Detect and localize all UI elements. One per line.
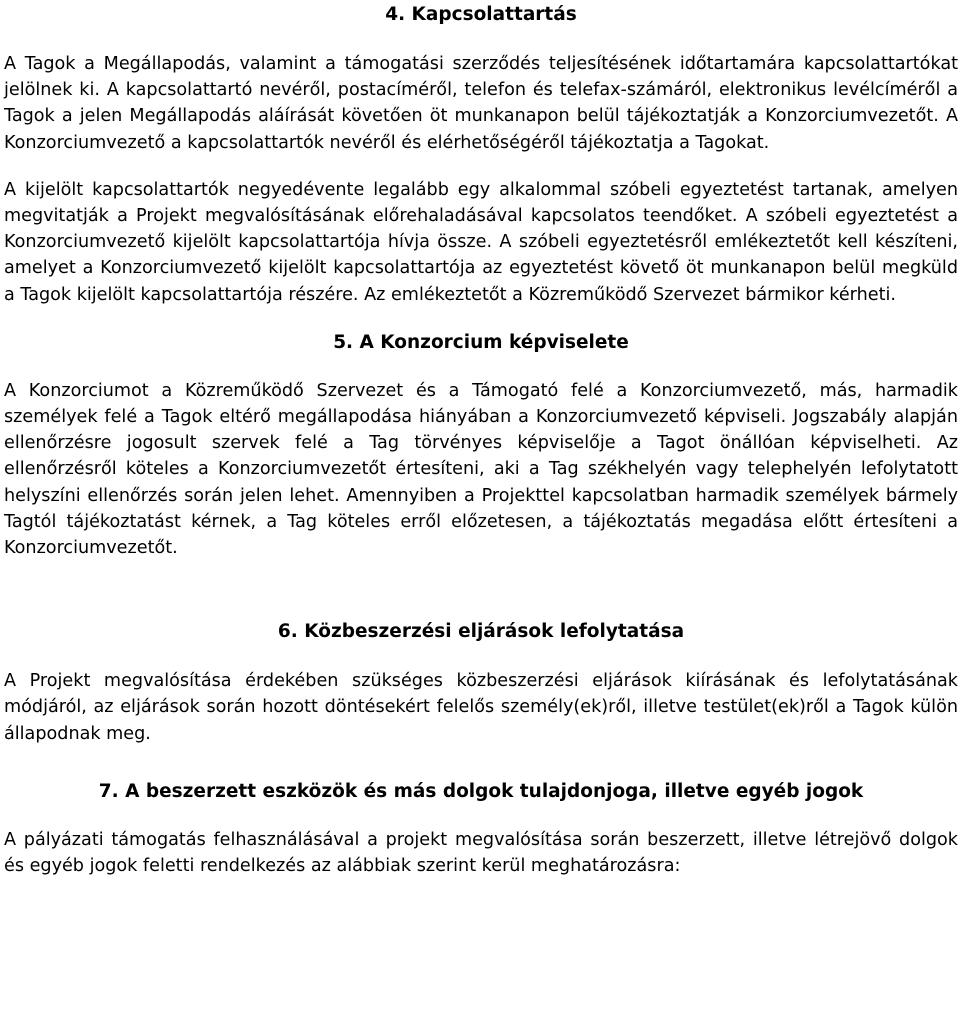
paragraph-kozbeszerzesi-eljarasok: A Projekt megvalósítása érdekében szükséges közbeszerzési eljárások kiírásának és lefolytatásának módjáról, az eljárások során hozott döntésekért felelős személy(ek)ről, illetve testület(ek)ről a Tagok külön állapodnak meg. [4, 671, 958, 744]
section-heading-7: 7. A beszerzett eszközök és más dolgok tulajdonjoga, illetve egyéb jogok [98, 780, 864, 802]
section-heading-6: 6. Közbeszerzési eljárások lefolytatása [277, 621, 685, 643]
paragraph-szobeli-egyeztetes: A kijelölt kapcsolattartók negyedévente legalább egy alkalommal szóbeli egyeztetést tartanak, amelyen megvitatják a Projekt megvalósításának előrehaladásával kapcsolatos teendőket. A szóbeli egyeztetést a Konzorciumvezető kijelölt kapcsolattartója hívja össze. A szóbeli egyeztetésről emlékeztetőt kell készíteni, amelyet a Konzorciumvezető kijelölt kapcsolattartója az egyeztetést követő öt munkanapon belül megküld a Tagok kijelölt kapcsolattartója részére. Az emlékeztetőt a Közreműködő Szervezet bármikor kérheti. [4, 179, 958, 305]
section-heading-4: 4. Kapcsolattartás [385, 4, 577, 25]
paragraph-kapcsolattartok-kijelolese: A Tagok a Megállapodás, valamint a támogatási szerződés teljesítésének időtartamára kapcsolattartókat jelölnek ki. A kapcsolattartó nevéről, postacíméről, telefon és telefax-számáról, elektronikus levélcíméről a Tagok a jelen Megállapodás aláírását követően öt munkanapon belül tájékoztatják a Konzorciumvezetőt. A Konzorciumvezető a kapcsolattartók nevéről és elérhetőségéről tájékoztatja a Tagokat. [4, 54, 958, 153]
paragraph-konzorcium-kepviselete: A Konzorciumot a Közreműködő Szervezet és a Támogató felé a Konzorciumvezető, más, harmadik személyek felé a Tagok eltérő megállapodása hiányában a Konzorciumvezető képviseli. Jogszabály alapján ellenőrzésre jogosult szervek felé a Tag törvényes képviselője a Tagot önállóan képviselheti. Az ellenőrzésről köteles a Konzorciumvezetőt értesíteni, aki a Tag székhelyén vagy telephelyén lefolytatott helyszíni ellenőrzés során jelen lehet. Amennyiben a Projekttel kapcsolatban harmadik személyek bármely Tagtól tájékoztatást kérnek, a Tag köteles erről előzetesen, a tájékoztatás megadása előtt értesíteni a Konzorciumvezetőt. [4, 380, 958, 559]
document-page [4, 0, 958, 879]
paragraph-beszerzett-eszkozok: A pályázati támogatás felhasználásával a projekt megvalósítása során beszerzett, illetve létrejövő dolgok és egyéb jogok feletti rendelkezés az alábbiak szerint kerül meghatározásra: [4, 829, 958, 877]
section-heading-5: 5. A Konzorcium képviselete [333, 331, 629, 353]
